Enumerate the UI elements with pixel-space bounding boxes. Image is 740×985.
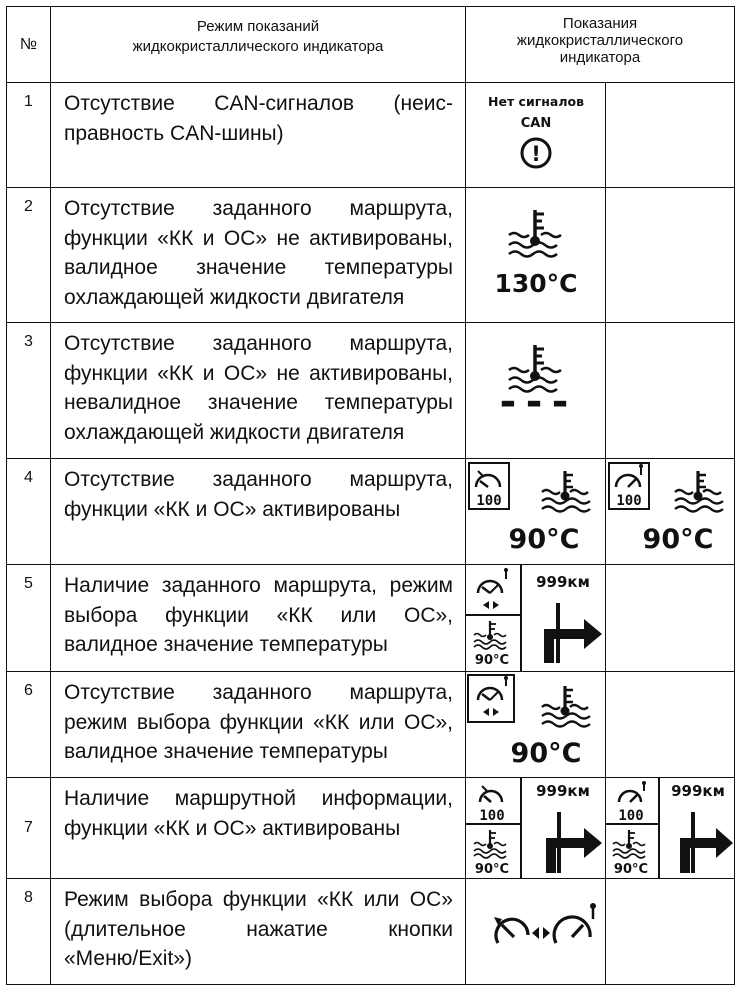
row-description: Режим выбора функции «КК или ОС» (длительное нажатие кнопки «Меню/Exit») — [51, 879, 466, 985]
speed-value: 100 — [476, 493, 502, 509]
coolant-thermometer-icon — [542, 471, 590, 512]
row-number: 3 — [7, 323, 51, 459]
distance-value: 999км — [536, 782, 590, 800]
route-cruise-display — [466, 778, 606, 878]
speedometer-up-icon — [478, 568, 508, 593]
display-cell — [606, 778, 735, 879]
left-panel — [466, 565, 521, 671]
cruise-temp-display — [466, 459, 606, 564]
select-arrows-icon — [483, 708, 499, 716]
display-cell — [466, 778, 606, 879]
temperature-small: 90°C — [613, 862, 649, 877]
row-number: 2 — [7, 188, 51, 323]
temperature-value: 90°C — [508, 524, 580, 555]
warning-circle-icon — [522, 139, 550, 167]
temperature-small: 90°C — [474, 862, 510, 877]
temperature-small: 90°C — [474, 653, 510, 668]
route-select-display — [466, 565, 606, 671]
display-cell-empty — [606, 83, 735, 188]
coolant-thermometer-icon — [474, 830, 506, 858]
header-row — [7, 7, 735, 83]
coolant-thermometer-icon — [474, 621, 506, 649]
speed-limit-box — [609, 463, 649, 509]
no-can-display — [466, 83, 606, 187]
turn-right-arrow-icon — [544, 603, 602, 663]
speed-select-box — [468, 675, 514, 722]
row-description: Отсутствие заданного маршрута, функции «КК и ОС» не активированы, валидное значение температуры охлаждающей жидкости двигателя — [51, 188, 466, 323]
display-cell — [466, 565, 606, 672]
display-cell — [606, 459, 735, 565]
display-cell — [466, 879, 606, 985]
distance-value: 999км — [671, 782, 725, 800]
display-cell-empty — [606, 188, 735, 323]
row-number: 1 — [7, 83, 51, 188]
table-row — [7, 565, 735, 672]
display-cell-empty — [606, 565, 735, 672]
row-description: Отсутствие заданного маршрута, функции «КК и ОС» активированы — [51, 459, 466, 565]
header-display — [466, 7, 735, 83]
table-row — [7, 879, 735, 985]
display-cell — [466, 459, 606, 565]
select-temp-display — [466, 672, 606, 777]
temperature-invalid: --- — [495, 379, 575, 425]
header-number: № — [7, 7, 51, 83]
row-description: Наличие маршрутной информации, функции «КК и ОС» активированы — [51, 778, 466, 879]
display-cell — [466, 323, 606, 459]
function-select-display — [466, 879, 664, 985]
turn-right-arrow-icon — [546, 812, 602, 873]
table-row — [7, 459, 735, 565]
route-speed-up-display — [606, 778, 735, 878]
row-description: Отсутствие заданного маршрута, режим выбора функции «КК или ОС», валидное значение температуры — [51, 672, 466, 778]
display-cell-empty — [606, 672, 735, 778]
warning-mark: ! — [531, 142, 541, 166]
table-row — [7, 778, 735, 879]
table-row — [7, 83, 735, 188]
display-cell — [466, 188, 606, 323]
speedometer-up-icon — [619, 781, 646, 802]
display-cell — [466, 83, 606, 188]
limiter-speedometer-icon — [554, 903, 596, 943]
display-cell — [466, 672, 606, 778]
row-number: 5 — [7, 565, 51, 672]
table-row — [7, 188, 735, 323]
speed-value: 100 — [616, 493, 642, 509]
table-row — [7, 323, 735, 459]
speedometer-icon — [480, 786, 502, 802]
no-signal-text: Нет сигналов — [488, 94, 584, 109]
can-text: CAN — [520, 116, 552, 131]
turn-right-arrow-icon — [680, 812, 733, 873]
speedometer-up-icon — [478, 676, 508, 700]
coolant-invalid-display — [466, 323, 606, 458]
cruise-speedometer-icon — [494, 917, 528, 943]
coolant-130-display — [466, 188, 606, 322]
coolant-thermometer-icon — [613, 830, 645, 858]
speed-up-temp-display — [606, 459, 735, 564]
header-display-line1: Показания — [562, 15, 638, 32]
temperature-value: 90°C — [510, 738, 582, 769]
row-number: 8 — [7, 879, 51, 985]
row-description: Отсутствие CAN-сигналов (неисправность CAN-шины) — [51, 83, 466, 188]
speed-limit-box — [469, 463, 509, 509]
header-mode-line2: жидкокристаллического индикатора — [132, 38, 384, 55]
speed-value: 100 — [618, 808, 644, 824]
display-cell-empty — [606, 323, 735, 459]
speedometer-icon — [476, 471, 500, 487]
row-number: 6 — [7, 672, 51, 778]
row-number: 4 — [7, 459, 51, 565]
coolant-thermometer-icon — [542, 686, 590, 727]
temperature-value: 130°C — [494, 269, 578, 298]
speed-value: 100 — [479, 808, 505, 824]
select-arrows-icon — [532, 927, 550, 939]
coolant-thermometer-icon — [509, 210, 561, 257]
speedometer-up-icon — [616, 464, 643, 487]
temperature-value: 90°C — [642, 524, 714, 555]
header-mode — [51, 7, 466, 83]
row-number: 7 — [7, 778, 51, 879]
row-description: Наличие заданного маршрута, режим выбора функции «КК или ОС», валидное значение температуры — [51, 565, 466, 672]
row-description: Отсутствие заданного маршрута, функции «КК и ОС» не активированы, невалидное значение температуры охлаждающей жидкости двигателя — [51, 323, 466, 459]
header-mode-line1: Режим показаний — [196, 18, 320, 35]
distance-value: 999км — [536, 573, 590, 591]
header-display-line3: индикатора — [559, 49, 641, 66]
coolant-thermometer-icon — [675, 471, 723, 512]
indicator-modes-table — [6, 6, 735, 985]
header-display-line2: жидкокристаллического — [516, 32, 684, 49]
select-arrows-icon — [483, 601, 499, 609]
table-row — [7, 672, 735, 778]
